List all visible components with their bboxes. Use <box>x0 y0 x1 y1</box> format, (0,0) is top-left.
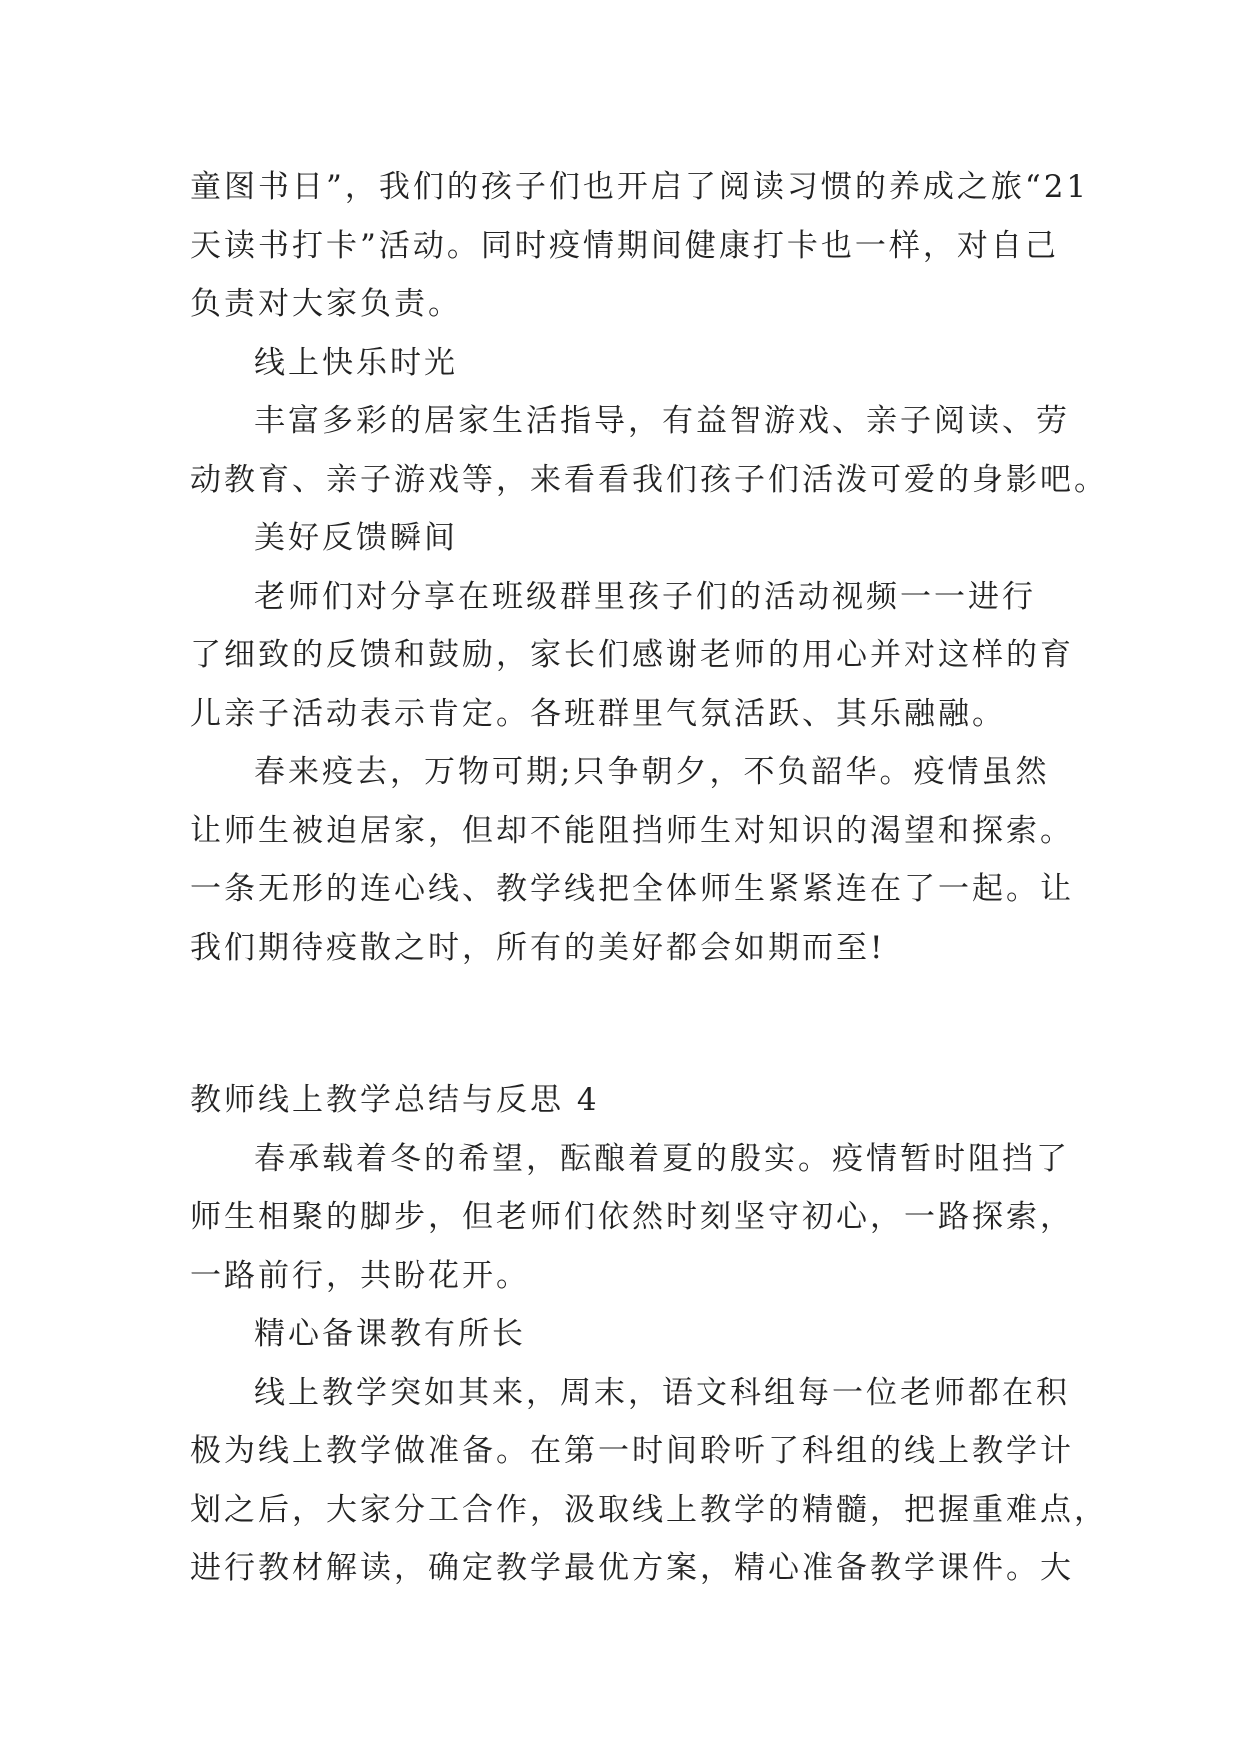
text-line: 春来疫去，万物可期;只争朝夕，不负韶华。疫情虽然 <box>254 754 1050 790</box>
text-line: 负责对大家负责。 <box>190 286 462 322</box>
text-line: 春承载着冬的希望，酝酿着夏的殷实。疫情暂时阻挡了 <box>254 1140 1070 1177</box>
text-line: 我们期待疫散之时，所有的美好都会如期而至! <box>190 929 886 966</box>
paragraph-lesson-preparation <box>190 1364 1108 1598</box>
text-line: 让师生被迫居家，但却不能阻挡师生对知识的渴望和探索。 <box>190 812 1074 849</box>
text-line: 童图书日”，我们的孩子们也开启了阅读习惯的养成之旅“21 <box>190 169 1090 205</box>
text-line: 天读书打卡”活动。同时疫情期间健康打卡也一样，对自己 <box>190 227 1059 264</box>
text-line: 了细致的反馈和鼓励，家长们感谢老师的用心并对这样的育 <box>190 637 1074 673</box>
subheading-feedback-moment: 美好反馈瞬间 <box>254 520 458 556</box>
document-body <box>190 158 1108 1598</box>
text-line: 师生相聚的脚步，但老师们依然时刻坚守初心，一路探索， <box>190 1199 1074 1235</box>
text-line: 老师们对分享在班级群里孩子们的活动视频一一进行 <box>254 578 1036 615</box>
section-spacer <box>190 977 1050 1071</box>
text-line: 儿亲子活动表示肯定。各班群里气氛活跃、其乐融融。 <box>190 695 1006 732</box>
text-line: 极为线上教学做准备。在第一时间聆听了科组的线上教学计 <box>190 1433 1074 1469</box>
text-line: 划之后，大家分工合作，汲取线上教学的精髓，把握重难点， <box>190 1491 1108 1528</box>
text-line: 一条无形的连心线、教学线把全体师生紧紧连在了一起。让 <box>190 871 1074 907</box>
paragraph-spring-intro <box>190 1130 1074 1306</box>
text-line: 进行教材解读，确定教学最优方案，精心准备教学课件。大 <box>190 1550 1074 1586</box>
paragraph-spring-conclusion <box>190 743 1074 977</box>
subheading-online-happy-time: 线上快乐时光 <box>254 344 458 381</box>
paragraph-reading-habit <box>190 158 1090 334</box>
text-line: 动教育、亲子游戏等，来看看我们孩子们活泼可爱的身影吧。 <box>190 461 1108 498</box>
paragraph-teacher-feedback <box>190 568 1074 744</box>
text-line: 一路前行，共盼花开。 <box>190 1257 530 1294</box>
text-line: 线上教学突如其来，周末，语文科组每一位老师都在积 <box>254 1374 1070 1411</box>
subheading-careful-preparation: 精心备课教有所长 <box>254 1316 526 1352</box>
section-title: 教师线上教学总结与反思 4 <box>190 1082 600 1118</box>
paragraph-home-life-guide <box>190 392 1108 509</box>
text-line: 丰富多彩的居家生活指导，有益智游戏、亲子阅读、劳 <box>254 403 1070 439</box>
